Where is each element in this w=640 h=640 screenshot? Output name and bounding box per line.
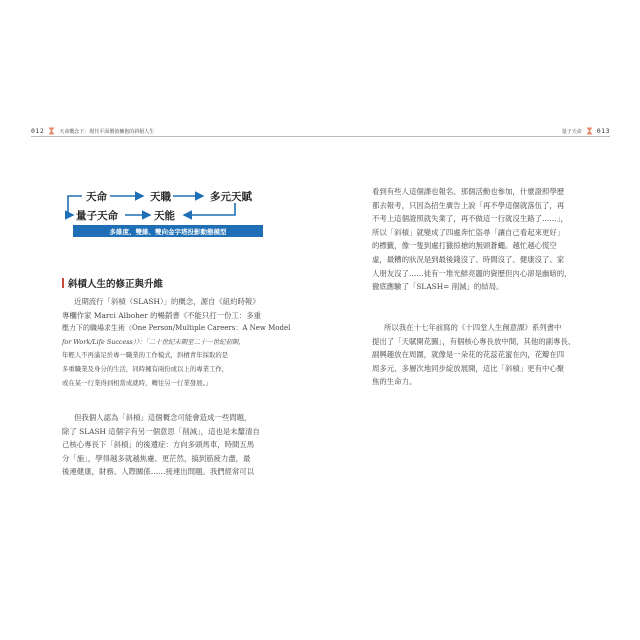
right-running-header xyxy=(562,127,610,135)
text-line: 所以「斜槓」就變成了四處奔忙盜尋「讓自己看起來更好」 xyxy=(372,227,565,237)
right-running-title: 量子天命 xyxy=(561,128,582,135)
text-line: 徹底應驗了「SLASH= 削減」的結局。 xyxy=(372,282,504,292)
text-line: 的標籤，像一隻到處打獵掠槍的無頭蒼蠅。越忙越心慌空 xyxy=(372,241,557,251)
hourglass-icon xyxy=(586,127,593,135)
left-page-number: 012 xyxy=(31,127,45,135)
text-line: 近期流行「斜槓（SLASH）」的概念，源自《紐約時報》 xyxy=(74,297,260,306)
text-line: 多重職業及身分的生活，同時擁有兩份或以上的專業工作， xyxy=(62,364,229,373)
text-line: 看到有些人這個課也報名、那個活動也參加，什麼證照學歷 xyxy=(372,187,565,196)
left-header-rule xyxy=(31,136,320,137)
text-line: 年輕人不再滿足於專一職業的工作模式，斜槓青年採取的是 xyxy=(62,351,229,360)
text-line: for Work/Life Success）》：「二十世紀末期至二十一世紀初期， xyxy=(62,337,245,346)
diagram-word-liangzi-tianming: 量子天命 xyxy=(76,210,118,222)
text-line: 所以我在十七年前寫的《十四堂人生創意課》系列書中 xyxy=(384,323,562,332)
text-line: 己核心專長下「斜槓」的後遺症：方向多頭馬車，時間五馬 xyxy=(62,440,255,450)
right-header-rule xyxy=(320,136,610,137)
text-line: 虛，最糟的狀況是到最後錢沒了、時間沒了、健康沒了、家 xyxy=(372,254,565,264)
text-line: 專欄作家 Marci Alboher 的暢銷書《不能只打一份工：多重 xyxy=(62,310,262,320)
right-page xyxy=(320,0,640,640)
left-running-header xyxy=(31,127,154,135)
text-line: 分「施」，學得越多就越焦慮、更茫然，搞到筋疲力盡，最 xyxy=(62,453,251,463)
text-line: 後連健康，財務、人際關係……接連出問題。我們經常可以 xyxy=(62,467,255,477)
section-heading-text: 斜槓人生的修正與升維 xyxy=(68,279,164,290)
diagram-word-tianzhi: 天職 xyxy=(150,191,171,203)
destiny-diagram xyxy=(60,185,280,243)
left-running-title: 天命概念下：現代平面價值擁抱的斜槓人生 xyxy=(59,128,155,135)
right-paragraph-2 xyxy=(372,321,596,389)
text-line: 但我個人認為「斜槓」這個概念可能會造成一些問題， xyxy=(74,413,252,422)
text-line: 壓力下的職場求生術（One Person/Multiple Careers：A New Model xyxy=(62,324,291,333)
section-heading xyxy=(62,276,163,290)
diagram-word-tianming: 天命 xyxy=(86,191,107,203)
hourglass-icon xyxy=(48,127,55,135)
diagram-word-duoyuan-tianfu: 多元天賦 xyxy=(210,191,252,203)
text-line: 或在某一行業得到相當成就時，轉往另一行業發展。」 xyxy=(62,378,213,387)
text-line: 除了 SLASH 這個字有另一個意思「削減」，這也是未釐清自 xyxy=(62,426,260,436)
diagram-word-tianneng: 天能 xyxy=(154,210,175,222)
text-line: 副興趣放在周圍，就像是一朵花的花蕊花蜜在內，花瓣在四 xyxy=(372,350,565,360)
left-paragraph-1 xyxy=(62,295,291,390)
diagram-banner: 多維度、雙維、雙向金字塔投影動態模型 xyxy=(73,225,263,237)
left-paragraph-2 xyxy=(62,411,275,479)
right-paragraph-1 xyxy=(372,185,596,294)
text-line: 不考上這個證照就失業了，再不做這一行就沒生路了……」， xyxy=(372,214,568,224)
text-line: 焦的生命力。 xyxy=(372,377,417,387)
right-page-number: 013 xyxy=(596,127,610,135)
text-line: 周多元、多層次地同步綻放展開，這比「斜槓」更有中心聚 xyxy=(372,363,565,373)
text-line: 人朋友沒了……徒有一堆光鮮亮麗的資歷但內心卻是幽暗的， xyxy=(372,268,572,278)
section-heading-bar xyxy=(62,278,64,288)
text-line: 提出了「天賦開花圖」，有個核心專長放中間，其他的副專長、 xyxy=(372,336,576,346)
text-line: 都去報考，只因為招生廣告上說「再不學這個就落伍了，再 xyxy=(372,200,565,210)
